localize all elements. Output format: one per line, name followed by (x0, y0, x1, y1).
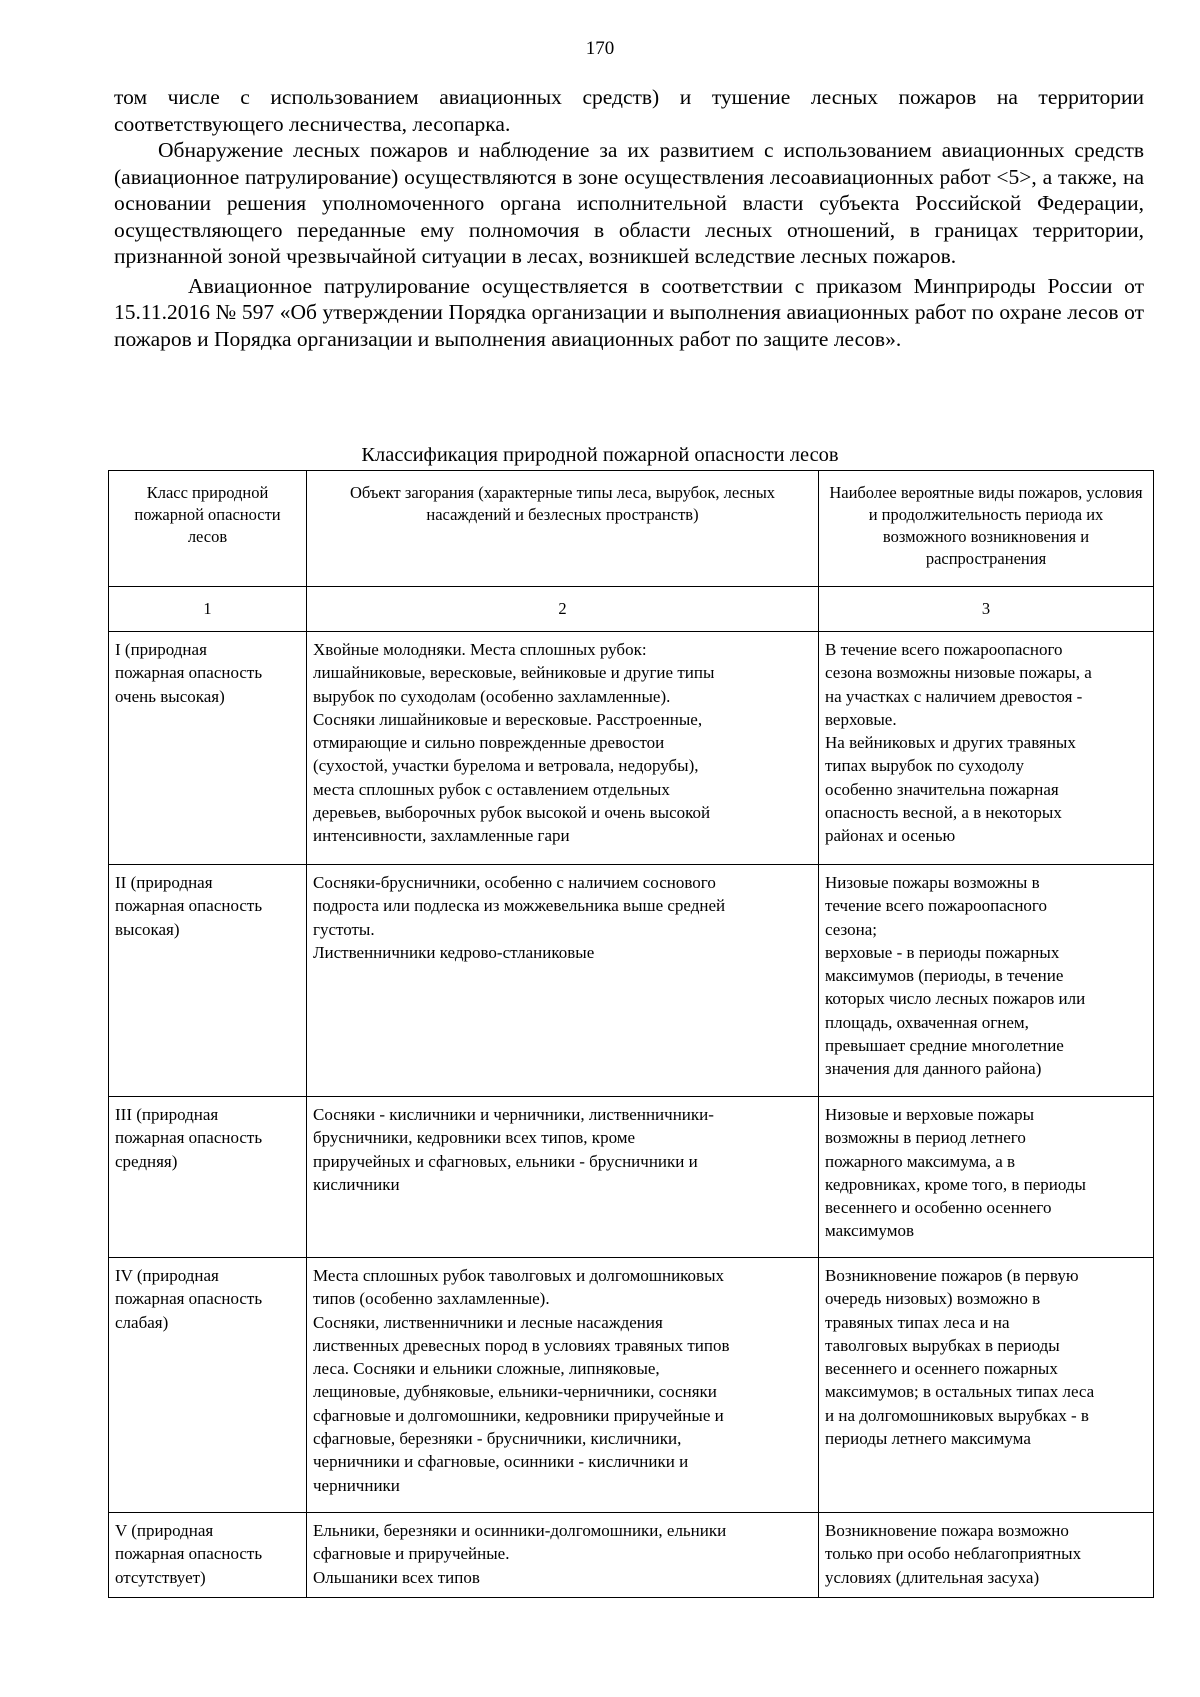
column-number: 1 (109, 587, 307, 632)
body-text (114, 84, 1144, 352)
fire-danger-table (108, 470, 1154, 1598)
cell-object: Ельники, березняки и осинники-долгомошники, ельники сфагновые и приручейные. Ольшаники всех типов (307, 1513, 819, 1598)
cell-fires: Возникновение пожаров (в первую очередь низовых) возможно в травяных типах леса и на таволговых вырубках в периоды весеннего и осеннего пожарных максимумов; в остальных типах леса и на долгомошниковых вырубках - в периоды летнего максимума (819, 1258, 1154, 1513)
cell-fires: В течение всего пожароопасного сезона возможны низовые пожары, а на участках с наличием древостоя - верховые. На вейниковых и других травяных типах вырубок по суходолу особенно значительна пожарная опасность весной, а в некоторых районах и осенью (819, 632, 1154, 865)
paragraph-aviation-patrol: Авиационное патрулирование осуществляется в соответствии с приказом Минприроды России от 15.11.2016 № 597 «Об утверждении Порядка организации и выполнения авиационных работ по охране лесов от пожаров и Порядка организации и выполнения авиационных работ по защите лесов». (114, 273, 1144, 351)
table-row (109, 865, 1154, 1097)
cell-class: II (природная пожарная опасность высокая) (109, 865, 307, 1097)
table-caption: Классификация природной пожарной опасности лесов (361, 444, 839, 466)
cell-fires: Возникновение пожара возможно только при особо неблагоприятных условиях (длительная засуха) (819, 1513, 1154, 1598)
header-fires: Наиболее вероятные виды пожаров, условия и продолжительность периода их возможного возникновения и распространения (819, 471, 1154, 587)
paragraph-continuation: том числе с использованием авиационных средств) и тушение лесных пожаров на территории соответствующего лесничества, лесопарка. (114, 85, 1144, 136)
cell-object: Хвойные молодняки. Места сплошных рубок: лишайниковые, вересковые, вейниковые и другие типы вырубок по суходолам (особенно захламленные). Сосняки лишайниковые и вересковые. Расстроенные, отмирающие и сильно поврежденные древостои (сухостой, участки бурелома и ветровала, недорубы), места сплошных рубок с оставлением отдельных деревьев, выборочных рубок высокой и очень высокой интенсивности, захламленные гари (307, 632, 819, 865)
paragraph-fire-detection: Обнаружение лесных пожаров и наблюдение за их развитием с использованием авиационных средств (авиационное патрулирование) осуществляются в зоне осуществления лесоавиационных работ <5>, а также, на основании решения уполномоченного органа исполнительной власти субъекта Российской Федерации, осуществляющего переданные ему полномочия в области лесных отношений, в границах территории, признанной зоной чрезвычайной ситуации в лесах, возникшей вследствие лесных пожаров. (114, 138, 1144, 268)
cell-fires: Низовые пожары возможны в течение всего пожароопасного сезона; верховые - в периоды пожарных максимумов (периоды, в течение которых число лесных пожаров или площадь, охваченная огнем, превышает средние многолетние значения для данного района) (819, 865, 1154, 1097)
table-header-row (109, 471, 1154, 587)
column-number-row (109, 587, 1154, 632)
cell-object: Места сплошных рубок таволговых и долгомошниковых типов (особенно захламленные). Сосняки, лиственничники и лесные насаждения лиственных древесных пород в условиях травяных типов леса. Сосняки и ельники сложные, липняковые, лещиновые, дубняковые, ельники-черничники, сосняки сфагновые и долгомошники, кедровники приручейные и сфагновые, березняки - брусничники, кисличники, черничники и сфагновые, осинники - кисличники и черничники (307, 1258, 819, 1513)
header-object: Объект загорания (характерные типы леса, вырубок, лесных насаждений и безлесных пространств) (307, 471, 819, 587)
cell-object: Сосняки-брусничники, особенно с наличием соснового подроста или подлеска из можжевельника выше средней густоты. Лиственничники кедрово-стланиковые (307, 865, 819, 1097)
page-number: 170 (585, 38, 615, 59)
table-row (109, 1258, 1154, 1513)
cell-class: I (природная пожарная опасность очень высокая) (109, 632, 307, 865)
table-row (109, 632, 1154, 865)
cell-class: IV (природная пожарная опасность слабая) (109, 1258, 307, 1513)
column-number: 3 (819, 587, 1154, 632)
cell-fires: Низовые и верховые пожары возможны в период летнего пожарного максимума, а в кедровниках, кроме того, в периоды весеннего и особенно осеннего максимумов (819, 1097, 1154, 1258)
header-class: Класс природной пожарной опасности лесов (109, 471, 307, 587)
table-row (109, 1513, 1154, 1598)
cell-class: III (природная пожарная опасность средняя) (109, 1097, 307, 1258)
cell-object: Сосняки - кисличники и черничники, лиственничники- брусничники, кедровники всех типов, кроме приручейных и сфагновых, ельники - брусничники и кисличники (307, 1097, 819, 1258)
column-number: 2 (307, 587, 819, 632)
cell-class: V (природная пожарная опасность отсутствует) (109, 1513, 307, 1598)
table-row (109, 1097, 1154, 1258)
